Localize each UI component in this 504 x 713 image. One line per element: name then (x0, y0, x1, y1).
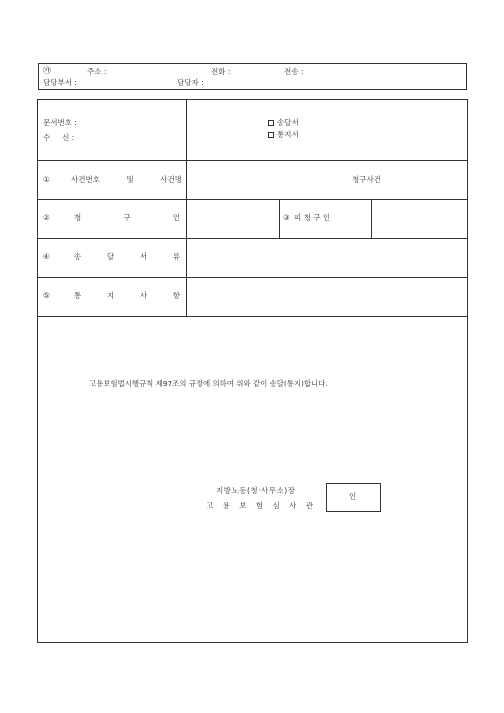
label-part: 사건번호 (71, 175, 100, 184)
checkbox-icon[interactable] (268, 120, 274, 126)
respondent-label: 피 청 구 인 (294, 213, 331, 222)
notice-matters-label (74, 292, 180, 300)
column-divider (279, 199, 280, 238)
row-divider (37, 277, 468, 278)
label-part: 항 (172, 291, 180, 300)
label-part: 송 (74, 252, 82, 261)
address-label: 주소 : (87, 67, 107, 76)
title-char: 관 (305, 501, 313, 510)
recipient-label: 수 신 : (43, 133, 75, 142)
examiner-title (206, 502, 313, 510)
title-char: 심 (272, 501, 280, 510)
label-part: 류 (172, 252, 180, 261)
title-char: 용 (222, 501, 230, 510)
row-number: ④ (43, 252, 50, 261)
column-divider (371, 199, 372, 238)
title-char: 사 (289, 501, 297, 510)
doc-number-label: 문서번호 : (43, 118, 77, 127)
row-divider (37, 160, 468, 161)
option-notice[interactable] (268, 131, 299, 139)
case-number-label (71, 176, 182, 184)
label-part: 달 (106, 252, 115, 261)
office-name: 지방노동(청·사무소)장 (216, 486, 296, 495)
seal-mark: 인 (349, 492, 357, 501)
checkbox-icon[interactable] (268, 132, 274, 138)
label-part: 통 (74, 291, 82, 300)
label-part: 사 (139, 291, 148, 300)
fax-label: 전송 : (284, 67, 304, 76)
row-number: ⑤ (43, 291, 50, 300)
body-statement: 고용보험법시행규칙 제97조의 규정에 의하여 위와 같이 송달(통지)합니다. (89, 379, 328, 388)
option-service-label: 송달서 (277, 118, 299, 127)
row-number: ② (43, 213, 50, 222)
option-service[interactable] (268, 119, 299, 127)
dept-label: 담당부서 : (43, 78, 77, 87)
claimant-label (74, 214, 180, 222)
row-divider (37, 199, 468, 200)
label-part: 청 (74, 213, 82, 222)
title-char: 보 (239, 501, 247, 510)
case-name-value: 청구사건 (352, 175, 381, 184)
option-notice-label: 통지서 (277, 130, 299, 139)
row-divider (37, 238, 468, 239)
title-char: 고 (206, 501, 214, 510)
label-part: 사건명 (160, 175, 182, 184)
column-divider (186, 99, 187, 316)
label-part: 구 (123, 213, 131, 222)
label-part: 서 (139, 252, 148, 261)
header-symbol: ㉮ (43, 66, 51, 75)
person-label: 담당자 : (177, 78, 204, 87)
served-documents-label (74, 253, 180, 261)
row-divider (37, 316, 468, 317)
phone-label: 전화 : (211, 67, 231, 76)
label-part: 지 (106, 291, 115, 300)
title-char: 험 (255, 501, 264, 510)
row-number: ③ (283, 213, 290, 222)
label-part: 인 (172, 213, 180, 222)
label-part: 및 (126, 175, 134, 184)
row-number: ① (43, 175, 50, 184)
